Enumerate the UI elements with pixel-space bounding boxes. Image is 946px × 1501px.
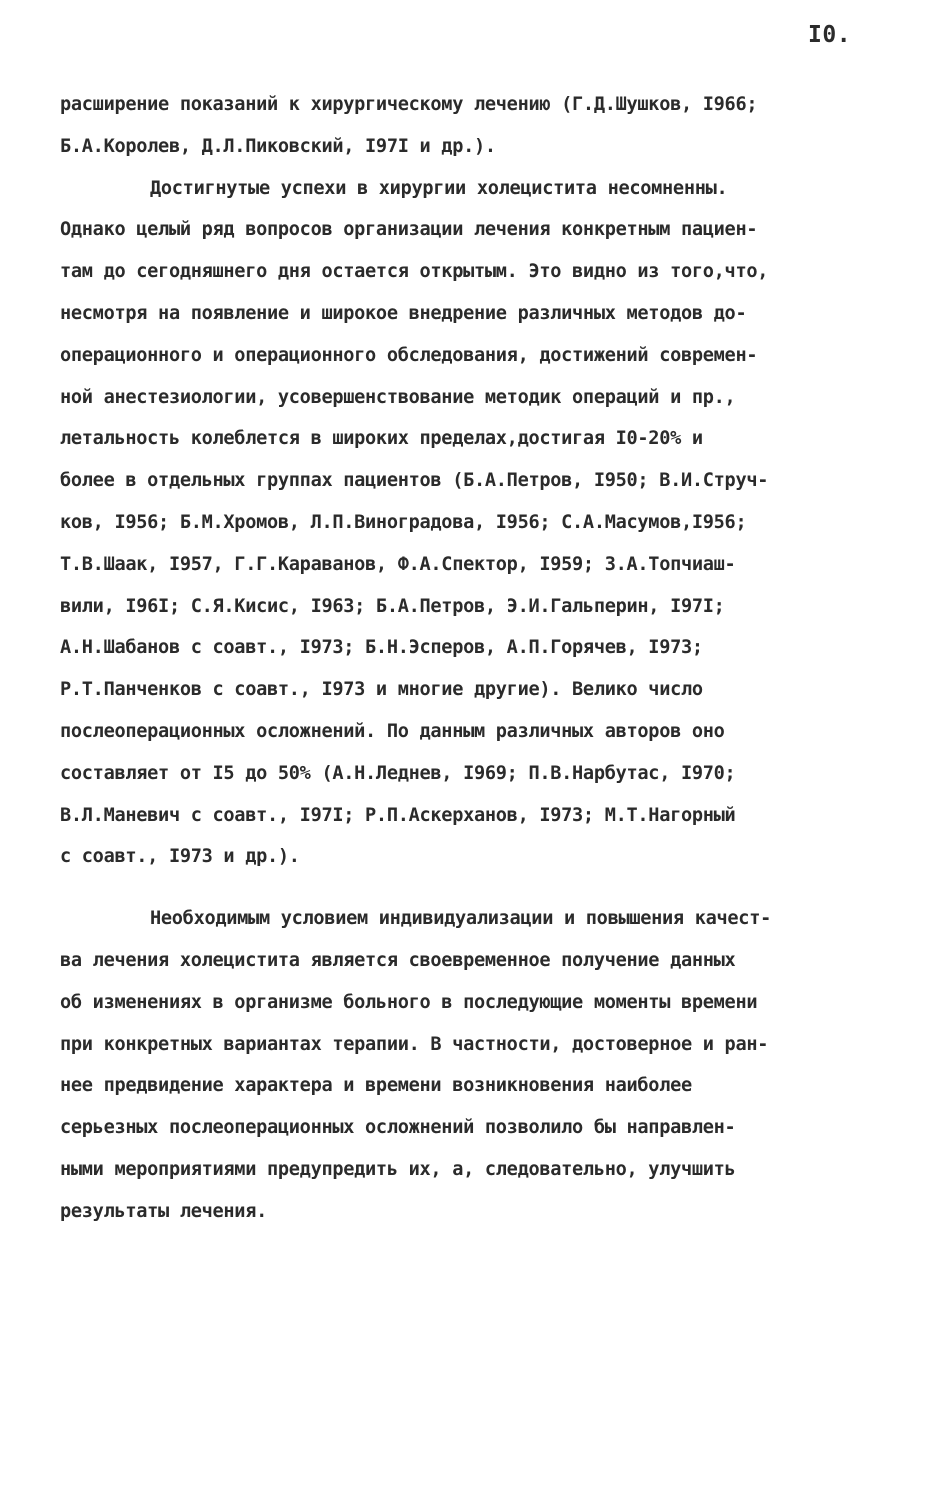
paragraph-start-line: Необходимым условием индивидуализации и повышения качест- (150, 908, 771, 930)
text-line: Б.А.Королев, Д.Л.Пиковский, I97I и др.). (60, 135, 496, 157)
text-line: послеоперационных осложнений. По данным различных авторов оно (60, 720, 725, 742)
text-line: операционного и операционного обследования, достижений современ- (60, 344, 758, 366)
page-number: I0. (808, 22, 852, 48)
text-line: ва лечения холецистита является своевременное получение данных (60, 949, 736, 971)
text-line: Т.В.Шаак, I957, Г.Г.Караванов, Ф.А.Спектор, I959; З.А.Топчиаш- (60, 553, 736, 575)
text-line: А.Н.Шабанов с соавт., I973; Б.Н.Эсперов, А.П.Горячев, I973; (60, 637, 703, 659)
text-line: ков, I956; Б.М.Хромов, Л.П.Виноградова, I956; С.А.Масумов,I956; (60, 511, 747, 533)
text-line: об изменениях в организме больного в последующие моменты времени (60, 991, 758, 1013)
text-line: В.Л.Маневич с соавт., I97I; Р.П.Аскерханов, I973; М.Т.Нагорный (60, 804, 736, 826)
text-line: ной анестезиологии, усовершенствование методик операций и пр., (60, 386, 736, 408)
text-line: ными мероприятиями предупредить их, а, следовательно, улучшить (60, 1158, 736, 1180)
paragraph-start-line: Достигнутые успехи в хирургии холецистита несомненны. (150, 177, 728, 199)
text-line: расширение показаний к хирургическому лечению (Г.Д.Шушков, I966; (60, 94, 758, 115)
text-line: летальность колеблется в широких пределах,достигая I0-20% и (60, 428, 703, 450)
text-line: результаты лечения. (60, 1200, 267, 1222)
paragraph-gap (60, 878, 900, 898)
text-line: серьезных послеоперационных осложнений позволило бы направлен- (60, 1117, 736, 1139)
text-line: с соавт., I973 и др.). (60, 846, 300, 868)
text-line: при конкретных вариантах терапии. В частности, достоверное и ран- (60, 1033, 769, 1055)
text-line: несмотря на появление и широкое внедрение различных методов до- (60, 302, 747, 324)
text-line: Р.Т.Панченков с соавт., I973 и многие другие). Велико число (60, 679, 703, 701)
text-line: нее предвидение характера и времени возникновения наиболее (60, 1075, 692, 1097)
body-text (60, 84, 900, 1233)
text-line: более в отдельных группах пациентов (Б.А.Петров, I950; В.И.Струч- (60, 470, 769, 492)
text-line: там до сегодняшнего дня остается открытым. Это видно из того,что, (60, 261, 769, 283)
text-line: составляет от I5 до 50% (А.Н.Леднев, I969; П.В.Нарбутас, I970; (60, 762, 736, 784)
text-line: Однако целый ряд вопросов организации лечения конкретным пациен- (60, 219, 758, 241)
text-line: вили, I96I; С.Я.Кисис, I963; Б.А.Петров, Э.И.Гальперин, I97I; (60, 595, 725, 617)
